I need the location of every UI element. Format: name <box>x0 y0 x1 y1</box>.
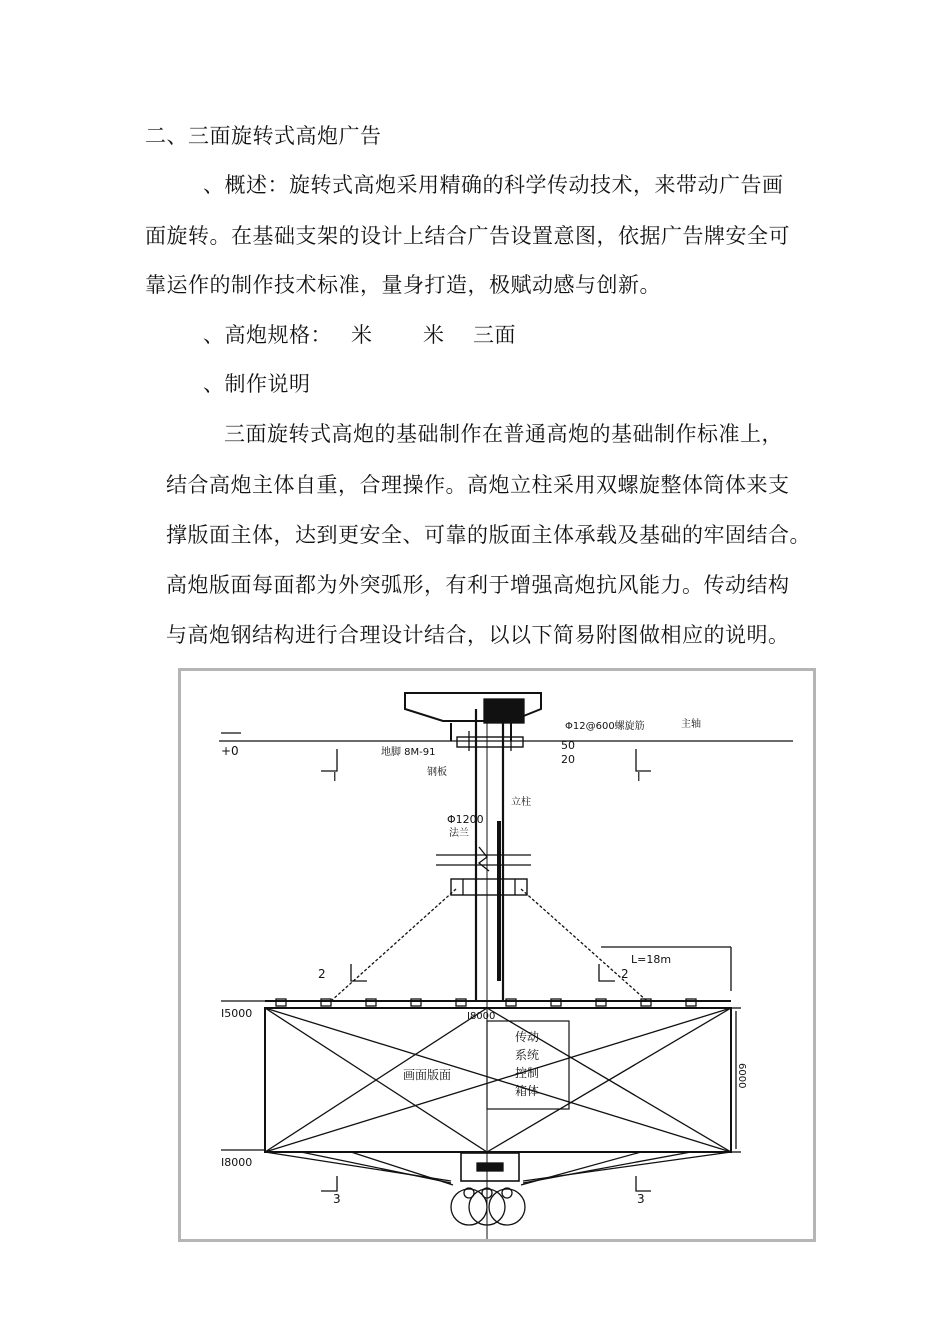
spec-line <box>203 321 516 349</box>
spec-unit-2: 米 <box>423 323 445 347</box>
note-flange: 法兰 <box>449 828 469 839</box>
box-text-4: 箱体 <box>515 1084 540 1098</box>
dim-20-label: 20 <box>561 753 575 766</box>
section-1-right: I <box>637 770 641 784</box>
section-2-right: 2 <box>621 967 629 981</box>
note-main-shaft: 主轴 <box>681 719 701 730</box>
level-mid-label: I5000 <box>221 1007 253 1020</box>
level-bottom-label: I8000 <box>221 1156 253 1169</box>
anchor-note: 地脚 8M-91 <box>381 747 436 758</box>
explain-line-1: 三面旋转式高炮的基础制作在普通高炮的基础制作标准上， <box>224 422 783 446</box>
overview-line-1: 、概述：旋转式高炮采用精确的科学传动技术，来带动广告画 <box>203 173 784 197</box>
box-text-3: 控制 <box>515 1066 540 1080</box>
spec-prefix: 、高炮规格： <box>203 323 332 347</box>
drawing-canvas <box>181 671 813 1239</box>
overview-line-3: 靠运作的制作技术标准，量身打造，极赋动感与创新。 <box>145 273 661 297</box>
width-label: I8000 <box>467 1011 496 1022</box>
height-label: 6000 <box>736 1063 747 1089</box>
explain-title: 、制作说明 <box>203 372 311 396</box>
explain-line-3: 撑版面主体，达到更安全、可靠的版面主体承载及基础的牢固结合。 <box>166 523 811 547</box>
explain-line-4: 高炮版面每面都为外突弧形，有利于增强高炮抗风能力。传动结构 <box>166 573 790 597</box>
spec-faces: 三面 <box>473 323 516 347</box>
face-label: 画面版面 <box>403 1068 452 1082</box>
gear-right <box>489 1189 525 1225</box>
note-column: 立柱 <box>511 797 531 808</box>
overview-line-2: 面旋转。在基础支架的设计上结合广告设置意图，依据广告牌安全可 <box>145 224 790 248</box>
spec-unit-1: 米 <box>351 323 373 347</box>
level-top-label: +0 <box>221 744 239 758</box>
bolt-label: Φ12@600螺旋筋 <box>565 721 645 732</box>
section-2-left: 2 <box>318 967 326 981</box>
box-text-1: 传动 <box>515 1030 540 1044</box>
section-heading: 二、三面旋转式高炮广告 <box>145 124 382 148</box>
structure-drawing <box>178 668 816 1242</box>
pipe-label: Φ1200 <box>447 813 484 826</box>
section-3-left: 3 <box>333 1192 341 1206</box>
section-3-right: 3 <box>637 1192 645 1206</box>
box-text-2: 系统 <box>515 1048 540 1062</box>
section-1-left: I <box>333 770 337 784</box>
note-steel-plate: 钢板 <box>427 767 447 778</box>
length-label: L=18m <box>631 953 672 966</box>
dim-50-label: 50 <box>561 739 575 752</box>
explain-line-2: 结合高炮主体自重，合理操作。高炮立柱采用双螺旋整体筒体来支 <box>166 473 790 497</box>
explain-line-5: 与高炮钢结构进行合理设计结合，以以下简易附图做相应的说明。 <box>166 623 790 647</box>
